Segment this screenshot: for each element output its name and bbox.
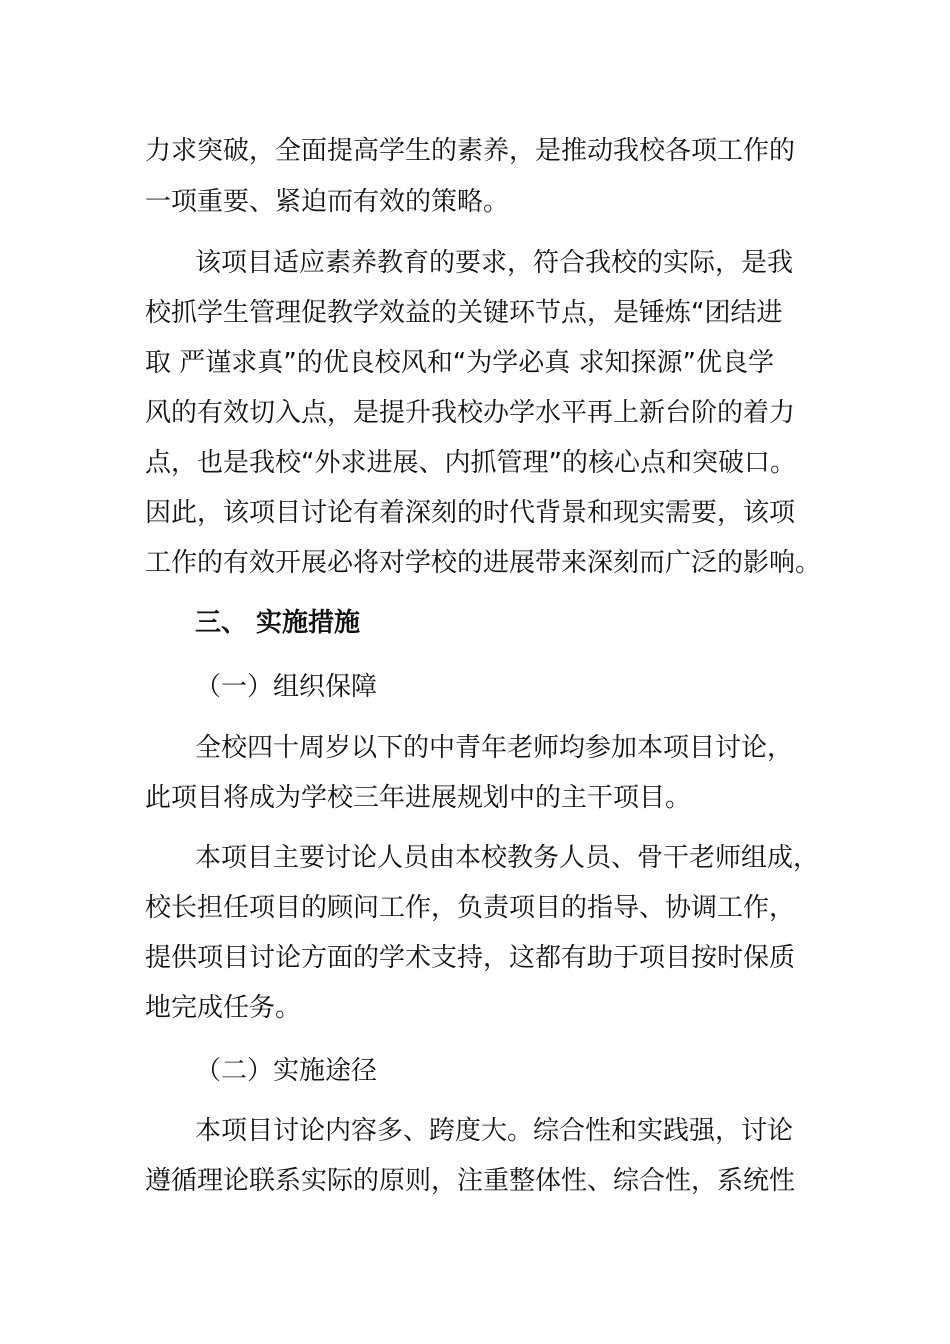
paragraph-line: 此项目将成为学校三年进展规划中的主干项目。 (145, 783, 692, 813)
paragraph-line: 全校四十周岁以下的中青年老师均参加本项目讨论， (195, 733, 794, 763)
paragraph-line: 因此，该项目讨论有着深刻的时代背景和现实需要，该项 (145, 498, 796, 528)
paragraph-line: 取 严谨求真”的优良校风和“为学必真 求知探源”优良学 (145, 348, 774, 378)
paragraph-line: 风的有效切入点，是提升我校办学水平再上新台阶的着力 (145, 398, 796, 428)
paragraph-line: 本项目主要讨论人员由本校教务人员、骨干老师组成， (195, 843, 820, 873)
paragraph-line: 力求突破，全面提高学生的素养，是推动我校各项工作的 (145, 136, 796, 166)
subsection-heading: （二）实施途径 (195, 1056, 378, 1086)
section-heading: 三、 实施措施 (195, 608, 361, 638)
paragraph-line: 地完成任务。 (145, 993, 302, 1023)
paragraph-line: 本项目讨论内容多、跨度大。综合性和实践强，讨论 (195, 1116, 794, 1146)
paragraph-line: 提供项目讨论方面的学术支持，这都有助于项目按时保质 (145, 943, 796, 973)
paragraph-line: 点，也是我校“外求进展、内抓管理”的核心点和突破口。 (145, 448, 796, 478)
paragraph-line: 校抓学生管理促教学效益的关键环节点，是锤炼“团结进 (145, 298, 783, 328)
subsection-heading: （一）组织保障 (195, 672, 378, 702)
paragraph-line: 校长担任项目的顾问工作，负责项目的指导、协调工作， (145, 893, 796, 923)
paragraph-line: 该项目适应素养教育的要求，符合我校的实际，是我 (195, 248, 794, 278)
paragraph-line: 一项重要、紧迫而有效的策略。 (145, 187, 510, 217)
paragraph-line: 工作的有效开展必将对学校的进展带来深刻而广泛的影响。 (145, 548, 822, 578)
paragraph-line: 遵循理论联系实际的原则，注重整体性、综合性，系统性 (145, 1166, 796, 1196)
